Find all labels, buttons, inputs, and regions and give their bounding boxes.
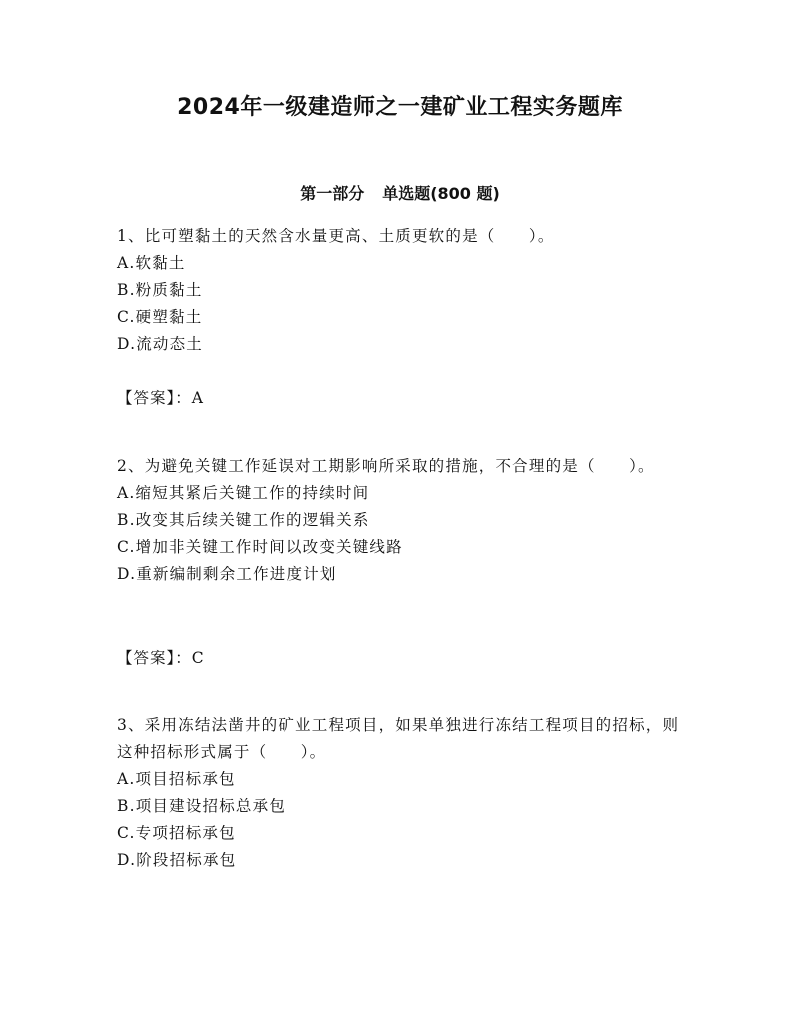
answer-2: 【答案】：C: [117, 649, 205, 667]
option-a: A.缩短其紧后关键工作的持续时间: [117, 484, 370, 502]
answer-1: 【答案】：A: [117, 389, 204, 407]
question-stem: 1、比可塑黏土的天然含水量更高、土质更软的是（ ）。: [117, 227, 555, 245]
option-c: C.专项招标承包: [117, 824, 236, 842]
option-c: C.硬塑黏土: [117, 308, 203, 326]
section-type-label: 单选题(800 题): [382, 184, 500, 203]
question-stem: 2、为避免关键工作延误对工期影响所采取的措施，不合理的是（ ）。: [117, 457, 655, 475]
option-c: C.增加非关键工作时间以改变关键线路: [117, 538, 403, 556]
question-2: [117, 453, 687, 588]
question-3: [117, 712, 687, 874]
document-title: 2024年一级建造师之一建矿业工程实务题库: [177, 95, 623, 120]
option-d: D.流动态土: [117, 335, 204, 353]
option-d: D.阶段招标承包: [117, 851, 237, 869]
section-heading: [0, 182, 800, 206]
option-b: B.项目建设招标总承包: [117, 797, 287, 815]
question-stem: 3、采用冻结法凿井的矿业工程项目，如果单独进行冻结工程项目的招标，则这种招标形式属于（ ）。: [117, 716, 680, 761]
section-part-label: 第一部分: [300, 184, 365, 203]
option-d: D.重新编制剩余工作进度计划: [117, 565, 337, 583]
option-b: B.粉质黏土: [117, 281, 203, 299]
question-1: [117, 223, 687, 358]
option-a: A.软黏土: [117, 254, 186, 272]
option-a: A.项目招标承包: [117, 770, 236, 788]
option-b: B.改变其后续关键工作的逻辑关系: [117, 511, 370, 529]
